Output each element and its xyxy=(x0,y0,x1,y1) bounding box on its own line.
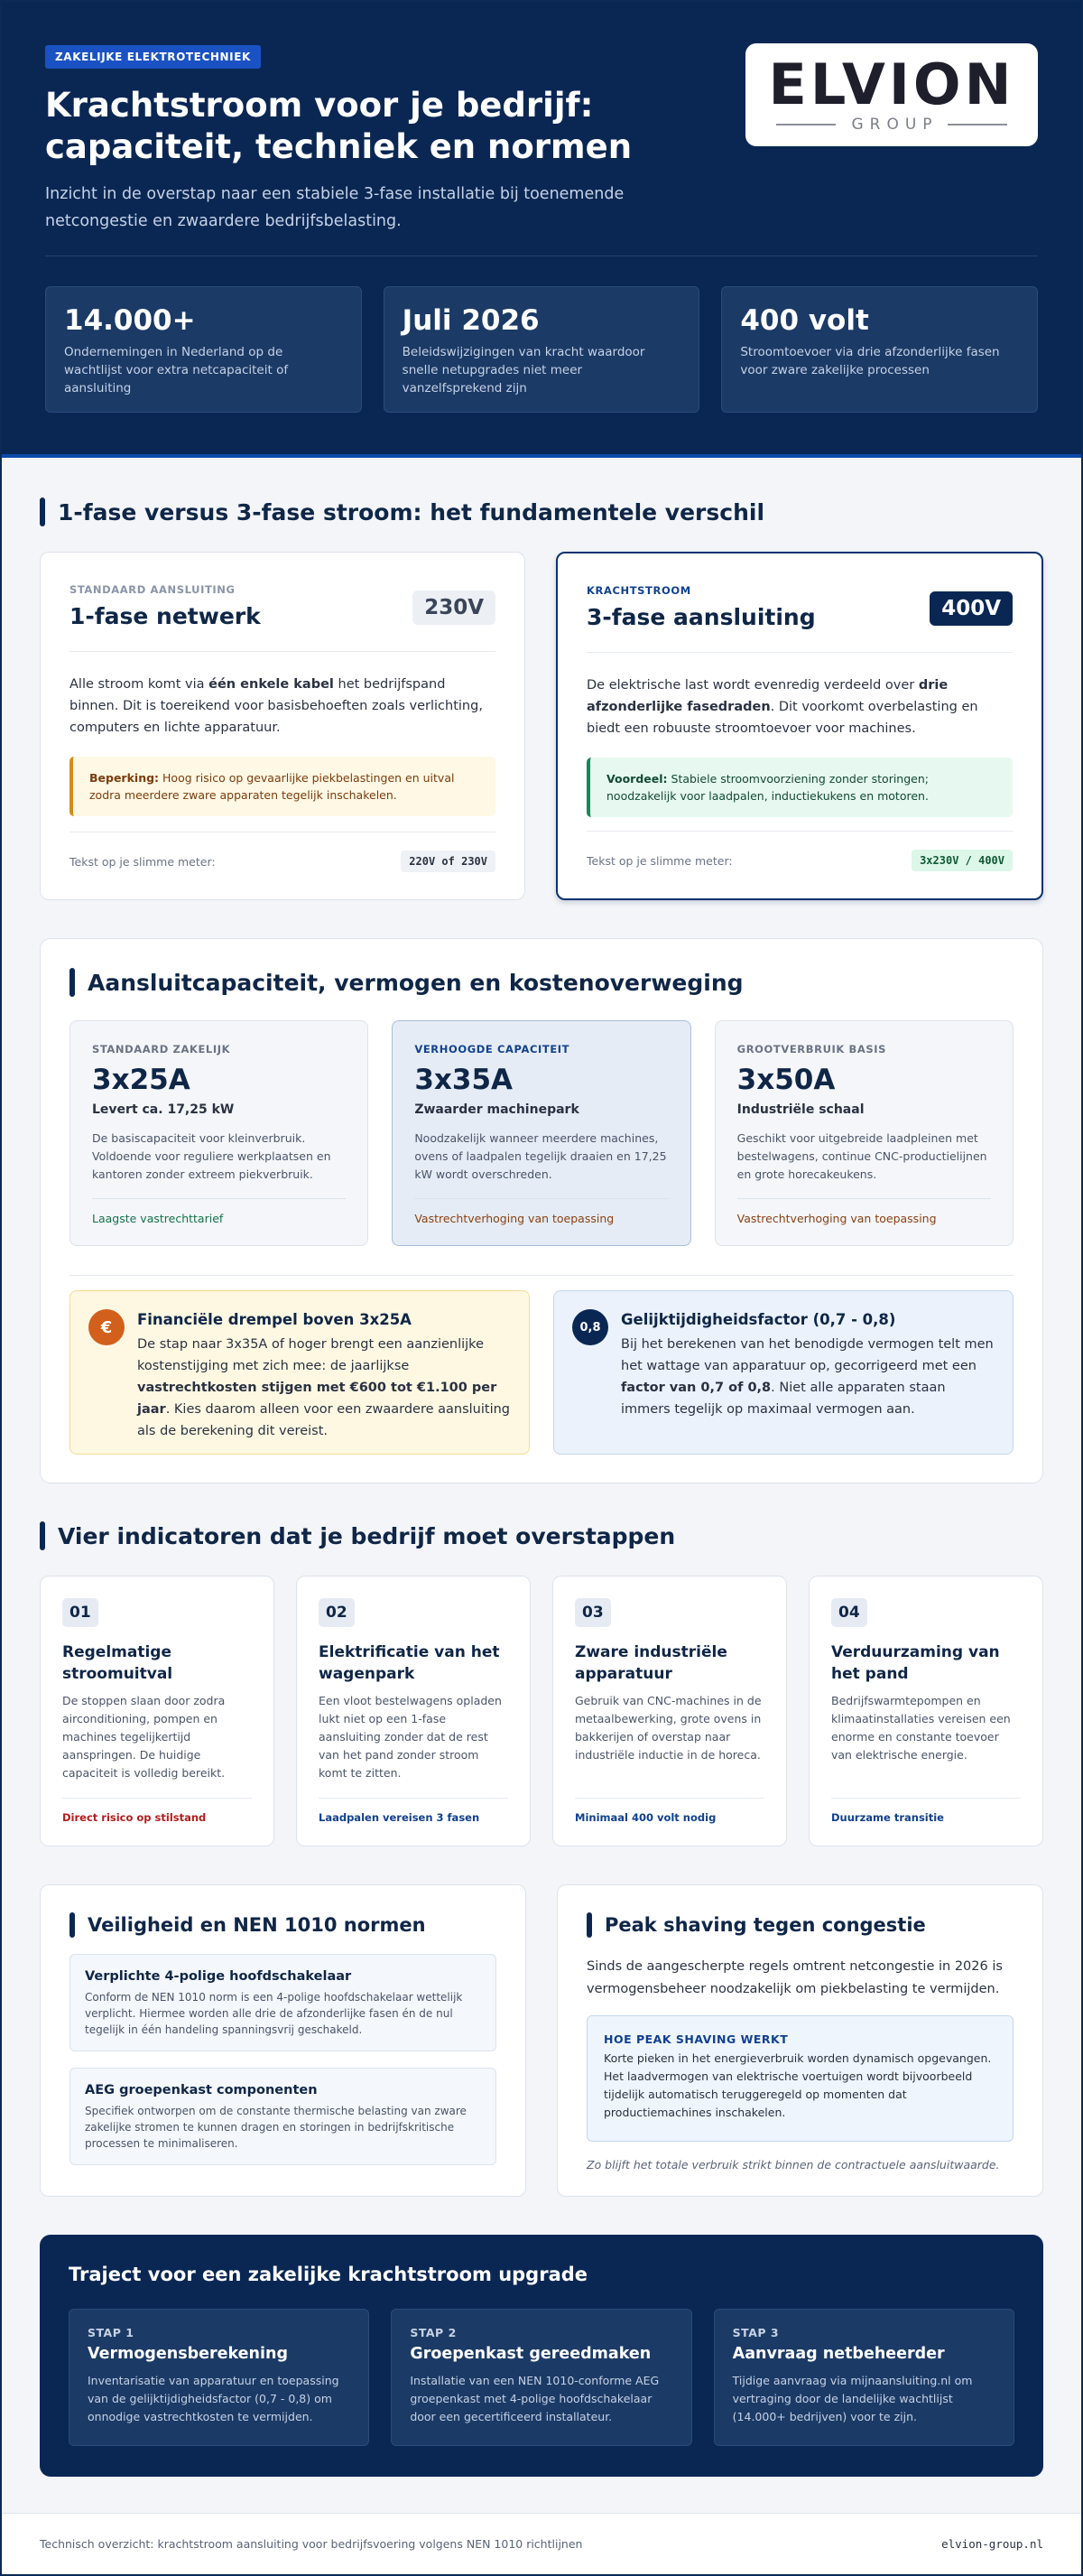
section-title xyxy=(40,498,1043,526)
step-label: STAP 3 xyxy=(732,2326,780,2339)
step-label: STAP 1 xyxy=(88,2326,134,2339)
upgrade-traject-section xyxy=(40,2235,1043,2477)
indicator-title: Zware industriële apparatuur xyxy=(575,1643,727,1683)
indicator-tag: Laadpalen vereisen 3 fasen xyxy=(319,1798,508,1824)
amperage: 3x25A xyxy=(92,1064,190,1096)
step-description: Inventarisatie van apparatuur en toepassing van de gelijktijdigheidsfactor (0,7 - 0,8) om onnodige vastrechtkosten te vermijden. xyxy=(88,2374,339,2423)
info-title: Financiële drempel boven 3x25A xyxy=(137,1311,412,1328)
card-description: De basiscapaciteit voor kleinverbruik. Voldoende voor reguliere werkplaatsen en kantoren zonder extreem piekverbruik. xyxy=(92,1131,331,1181)
indicator-number: 01 xyxy=(62,1598,98,1627)
section-title-accent xyxy=(40,498,45,526)
text-emphasis: één enkele kabel xyxy=(208,677,334,692)
explainer-text: Korte pieken in het energieverbruik worden dynamisch opgevangen. Het laadvermogen van elektrische voertuigen wordt bijvoorbeeld tijdelijk automatisch teruggeregeld op momenten dat productiemachines inschakelen. xyxy=(604,2051,992,2119)
panel-lead: Sinds de aangescherpte regels omtrent netcongestie in 2026 is vermogensbeheer noodzakelijk om piekbelasting te vermijden. xyxy=(587,1959,1003,1996)
panel-title-text: Veiligheid en NEN 1010 normen xyxy=(88,1914,426,1936)
card-description: Geschikt voor uitgebreide laadpleinen met bestelwagens, continue CNC-productielijnen en grote horecakeukens. xyxy=(736,1131,987,1181)
indicator-card xyxy=(296,1576,531,1846)
amperage: 3x50A xyxy=(736,1064,836,1096)
step-label: STAP 2 xyxy=(410,2326,457,2339)
safety-peak-section xyxy=(2,1846,1081,2197)
note-label: Beperking: xyxy=(89,771,160,785)
text-part: . Niet alle apparaten staan immers tegelijk op maximaal vermogen aan. xyxy=(621,1381,946,1417)
logo-group-text: GROUP xyxy=(851,116,939,134)
stat-number: 14.000+ xyxy=(64,304,196,337)
indicator-card xyxy=(809,1576,1043,1846)
power-label: Zwaarder machinepark xyxy=(414,1102,579,1117)
card-title: 1-fase netwerk xyxy=(69,603,261,629)
card-divider xyxy=(587,652,1013,653)
indicator-card xyxy=(552,1576,787,1846)
card-footnote: Vastrechtverhoging van toepassing xyxy=(414,1198,668,1225)
card-text xyxy=(587,674,1013,739)
traject-steps xyxy=(69,2309,1014,2446)
section-title-accent xyxy=(40,1521,45,1550)
info-boxes xyxy=(69,1290,1014,1455)
panel-title-accent xyxy=(587,1912,592,1938)
traject-step xyxy=(69,2309,369,2446)
stat-description: Ondernemingen in Nederland op de wachtlijst voor extra netcapaciteit of aansluiting xyxy=(64,345,289,395)
text-part: . Dit voorkomt overbelasting en biedt een robuuste stroomtoevoer voor machines. xyxy=(587,700,978,736)
capacity-card-3x35a xyxy=(392,1020,690,1246)
indicator-title: Regelmatige stroomuitval xyxy=(62,1643,173,1683)
cost-threshold-box xyxy=(69,1290,530,1455)
indicator-title: Elektrificatie van het wagenpark xyxy=(319,1643,500,1683)
traject-step xyxy=(391,2309,691,2446)
text-part: De elektrische last wordt evenredig verdeeld over xyxy=(587,678,919,693)
text-part: De stap naar 3x35A of hoger brengt een aanzienlijke kostenstijging met zich mee: de jaarlijkse xyxy=(137,1337,484,1373)
text-part: Bij het berekenen van het benodigde vermogen telt men het wattage van apparatuur op, gecorrigeerd met een xyxy=(621,1337,994,1373)
text-part: . Kies daarom alleen voor een zwaardere aansluiting als de berekening dit vereist. xyxy=(137,1402,511,1438)
peak-shaving-explainer xyxy=(587,2015,1014,2142)
norm-title: Verplichte 4-polige hoofdschakelaar xyxy=(85,1969,352,1984)
card-divider xyxy=(69,651,495,652)
simultaneity-factor-box xyxy=(553,1290,1014,1455)
meter-row xyxy=(69,832,495,872)
category-badge: ZAKELIJKE ELEKTROTECHNIEK xyxy=(45,45,261,69)
footer-domain: elvion-group.nl xyxy=(941,2537,1043,2551)
card-text xyxy=(69,674,495,739)
indicator-description: De stoppen slaan door zodra airconditioning, pompen en machines tegelijkertijd aanspringen. De huidige capaciteit is volledig bereikt. xyxy=(62,1694,226,1780)
meter-label: Tekst op je slimme meter: xyxy=(69,854,216,869)
stat-number: 400 volt xyxy=(740,304,869,337)
capacity-card-3x25a xyxy=(69,1020,368,1246)
card-title: 3-fase aansluiting xyxy=(587,604,816,630)
norm-title: AEG groepenkast componenten xyxy=(85,2083,318,2097)
factor-icon: 0,8 xyxy=(572,1309,608,1345)
amperage: 3x35A xyxy=(414,1064,514,1096)
panel-title xyxy=(69,1912,496,1938)
text-emphasis: drie afzonderlijke fasedraden xyxy=(587,678,949,714)
hero-stats xyxy=(45,286,1038,413)
card-kicker: STANDAARD ZAKELIJK xyxy=(92,1043,231,1056)
panel-title-accent xyxy=(69,1912,75,1938)
text-part: het bedrijfspand binnen. Dit is toereikend voor basisbehoeften zoals verlichting, computers en lichte apparatuur. xyxy=(69,677,483,735)
text-part: Alle stroom komt via xyxy=(69,677,209,692)
voltage-badge: 230V xyxy=(412,591,495,625)
indicator-description: Een vloot bestelwagens opladen lukt niet op een 1-fase aansluiting zonder dat de rest van het pand zonder stroom komt te zitten. xyxy=(319,1694,502,1780)
indicator-tag: Duurzame transitie xyxy=(831,1798,1021,1824)
note-text: Stabiele stroomvoorziening zonder storingen; noodzakelijk voor laadpalen, inductiekukens en motoren. xyxy=(606,772,929,803)
traject-step xyxy=(714,2309,1014,2446)
indicator-description: Gebruik van CNC-machines in de metaalbewerking, grote ovens in bakkerijen of overstap naar industriële inductie in de horeca. xyxy=(575,1694,762,1762)
step-description: Tijdige aanvraag via mijnaansluiting.nl om vertraging door de landelijke wachtlijst (14.000+ bedrijven) voor te zijn. xyxy=(732,2374,973,2423)
three-phase-card xyxy=(556,552,1043,900)
meter-value: 220V of 230V xyxy=(401,851,495,872)
indicator-number: 02 xyxy=(319,1598,355,1627)
info-text xyxy=(621,1334,995,1420)
single-phase-card xyxy=(40,552,525,900)
indicator-tag: Direct risico op stilstand xyxy=(62,1798,252,1824)
stat-card xyxy=(384,286,700,413)
indicator-title: Verduurzaming van het pand xyxy=(831,1643,1000,1683)
norm-description: Conform de NEN 1010 norm is een 4-polige hoofdschakelaar wettelijk verplicht. Hiermee worden alle drie de afzonderlijke fasen én de nul tegelijk in één handeling spanningsvrij geschakeld. xyxy=(85,1991,463,2036)
explainer-title: HOE PEAK SHAVING WERKT xyxy=(604,2032,789,2046)
meter-value: 3x230V / 400V xyxy=(912,850,1013,871)
card-kicker: GROOTVERBRUIK BASIS xyxy=(736,1043,887,1056)
meter-label: Tekst op je slimme meter: xyxy=(587,853,733,868)
capacity-cards xyxy=(69,1020,1014,1246)
note-label: Voordeel: xyxy=(606,772,668,786)
traject-title: Traject voor een zakelijke krachtstroom upgrade xyxy=(69,2264,588,2285)
hero-header xyxy=(2,2,1081,458)
capacity-card-3x50a xyxy=(715,1020,1014,1246)
limitation-note xyxy=(69,757,495,816)
card-kicker: VERHOOGDE CAPACITEIT xyxy=(414,1043,570,1056)
peak-shaving-panel xyxy=(557,1884,1043,2197)
card-description: Noodzakelijk wanneer meerdere machines, ovens of laadpalen tegelijk draaien en 17,25 kW wordt overschreden. xyxy=(414,1131,667,1181)
stat-card xyxy=(45,286,362,413)
indicators-section xyxy=(2,1483,1081,1846)
text-emphasis: vastrechtkosten stijgen met €600 tot €1.100 per jaar xyxy=(137,1381,497,1417)
panel-title-text: Peak shaving tegen congestie xyxy=(605,1914,926,1936)
page-footer xyxy=(2,2513,1081,2574)
indicator-card xyxy=(40,1576,274,1846)
indicator-cards xyxy=(40,1576,1043,1846)
phase-comparison-section xyxy=(2,458,1081,900)
logo-subline xyxy=(745,116,1038,134)
logo-wordmark: ELVION xyxy=(768,51,1015,117)
card-kicker: KRACHTSTROOM xyxy=(587,584,691,597)
power-label: Levert ca. 17,25 kW xyxy=(92,1102,235,1117)
comparison-cards xyxy=(40,552,1043,900)
hero-intro: Inzicht in de overstap naar een stabiele 3-fase installatie bij toenemende netcongestie en zwaardere bedrijfsbelasting. xyxy=(45,185,625,230)
section-title-text: Vier indicatoren dat je bedrijf moet overstappen xyxy=(58,1522,676,1549)
indicator-number: 04 xyxy=(831,1598,867,1627)
stat-card xyxy=(721,286,1038,413)
info-text xyxy=(137,1334,511,1442)
capacity-section xyxy=(40,938,1043,1483)
norm-item xyxy=(69,2068,496,2165)
section-title xyxy=(40,1521,1043,1550)
stat-description: Stroomtoevoer via drie afzonderlijke fasen voor zware zakelijke processen xyxy=(740,345,1000,377)
panel-footnote: Zo blijft het totale verbruik strikt binnen de contractuele aansluitwaarde. xyxy=(587,2158,1000,2171)
norm-description: Specifiek ontworpen om de constante thermische belasting van zware zakelijke stromen te kunnen dragen en storingen in bedrijfskritische processen te minimaliseren. xyxy=(85,2105,467,2150)
card-footnote: Laagste vastrechttarief xyxy=(92,1198,346,1225)
advantage-note xyxy=(587,758,1013,817)
card-footnote: Vastrechtverhoging van toepassing xyxy=(737,1198,991,1225)
page xyxy=(2,2,1081,2574)
norm-item xyxy=(69,1954,496,2051)
indicator-number: 03 xyxy=(575,1598,611,1627)
text-emphasis: factor van 0,7 of 0,8 xyxy=(621,1381,772,1395)
page-title-line-1: Krachtstroom voor je bedrijf: xyxy=(45,86,594,125)
section-title xyxy=(69,968,1014,997)
section-divider xyxy=(69,1275,1014,1276)
stat-description: Beleidswijzigingen van kracht waardoor snelle netupgrades niet meer vanzelfsprekend zijn xyxy=(402,345,645,395)
footer-caption: Technisch overzicht: krachtstroom aansluiting voor bedrijfsvoering volgens NEN 1010 richtlijnen xyxy=(40,2537,583,2551)
logo-rule-right xyxy=(948,124,1007,126)
card-kicker: STANDAARD AANSLUITING xyxy=(69,583,236,596)
info-content xyxy=(137,1309,511,1436)
page-title xyxy=(45,85,677,168)
step-title: Vermogensberekening xyxy=(88,2345,288,2363)
power-label: Industriële schaal xyxy=(736,1102,865,1117)
stat-number: Juli 2026 xyxy=(402,304,540,337)
meter-row xyxy=(587,831,1013,871)
page-title-line-2: capaciteit, techniek en normen xyxy=(45,127,633,166)
indicator-tag: Minimaal 400 volt nodig xyxy=(575,1798,764,1824)
safety-panel xyxy=(40,1884,526,2197)
note-text: Hoog risico op gevaarlijke piekbelastingen en uitval zodra meerdere zware apparaten tegelijk inschakelen. xyxy=(89,771,455,802)
panel-title xyxy=(587,1912,1014,1938)
info-title: Gelijktijdigheidsfactor (0,7 - 0,8) xyxy=(621,1311,896,1328)
step-title: Aanvraag netbeheerder xyxy=(732,2345,945,2363)
step-description: Installatie van een NEN 1010-conforme AEG groepenkast met 4-polige hoofdschakelaar door een gecertificeerd installateur. xyxy=(410,2374,660,2423)
section-title-text: 1-fase versus 3-fase stroom: het fundamentele verschil xyxy=(58,498,765,525)
section-title-text: Aansluitcapaciteit, vermogen en kostenoverweging xyxy=(88,969,744,996)
info-content xyxy=(621,1309,995,1436)
elvion-logo xyxy=(745,43,1038,146)
indicator-description: Bedrijfswarmtepompen en klimaatinstallaties vereisen een enorme en constante toevoer van elektrische energie. xyxy=(831,1694,1011,1762)
voltage-badge: 400V xyxy=(930,591,1013,626)
euro-icon: € xyxy=(88,1309,125,1345)
step-title: Groepenkast gereedmaken xyxy=(410,2345,652,2363)
section-title-accent xyxy=(69,968,75,997)
logo-rule-left xyxy=(776,124,836,126)
